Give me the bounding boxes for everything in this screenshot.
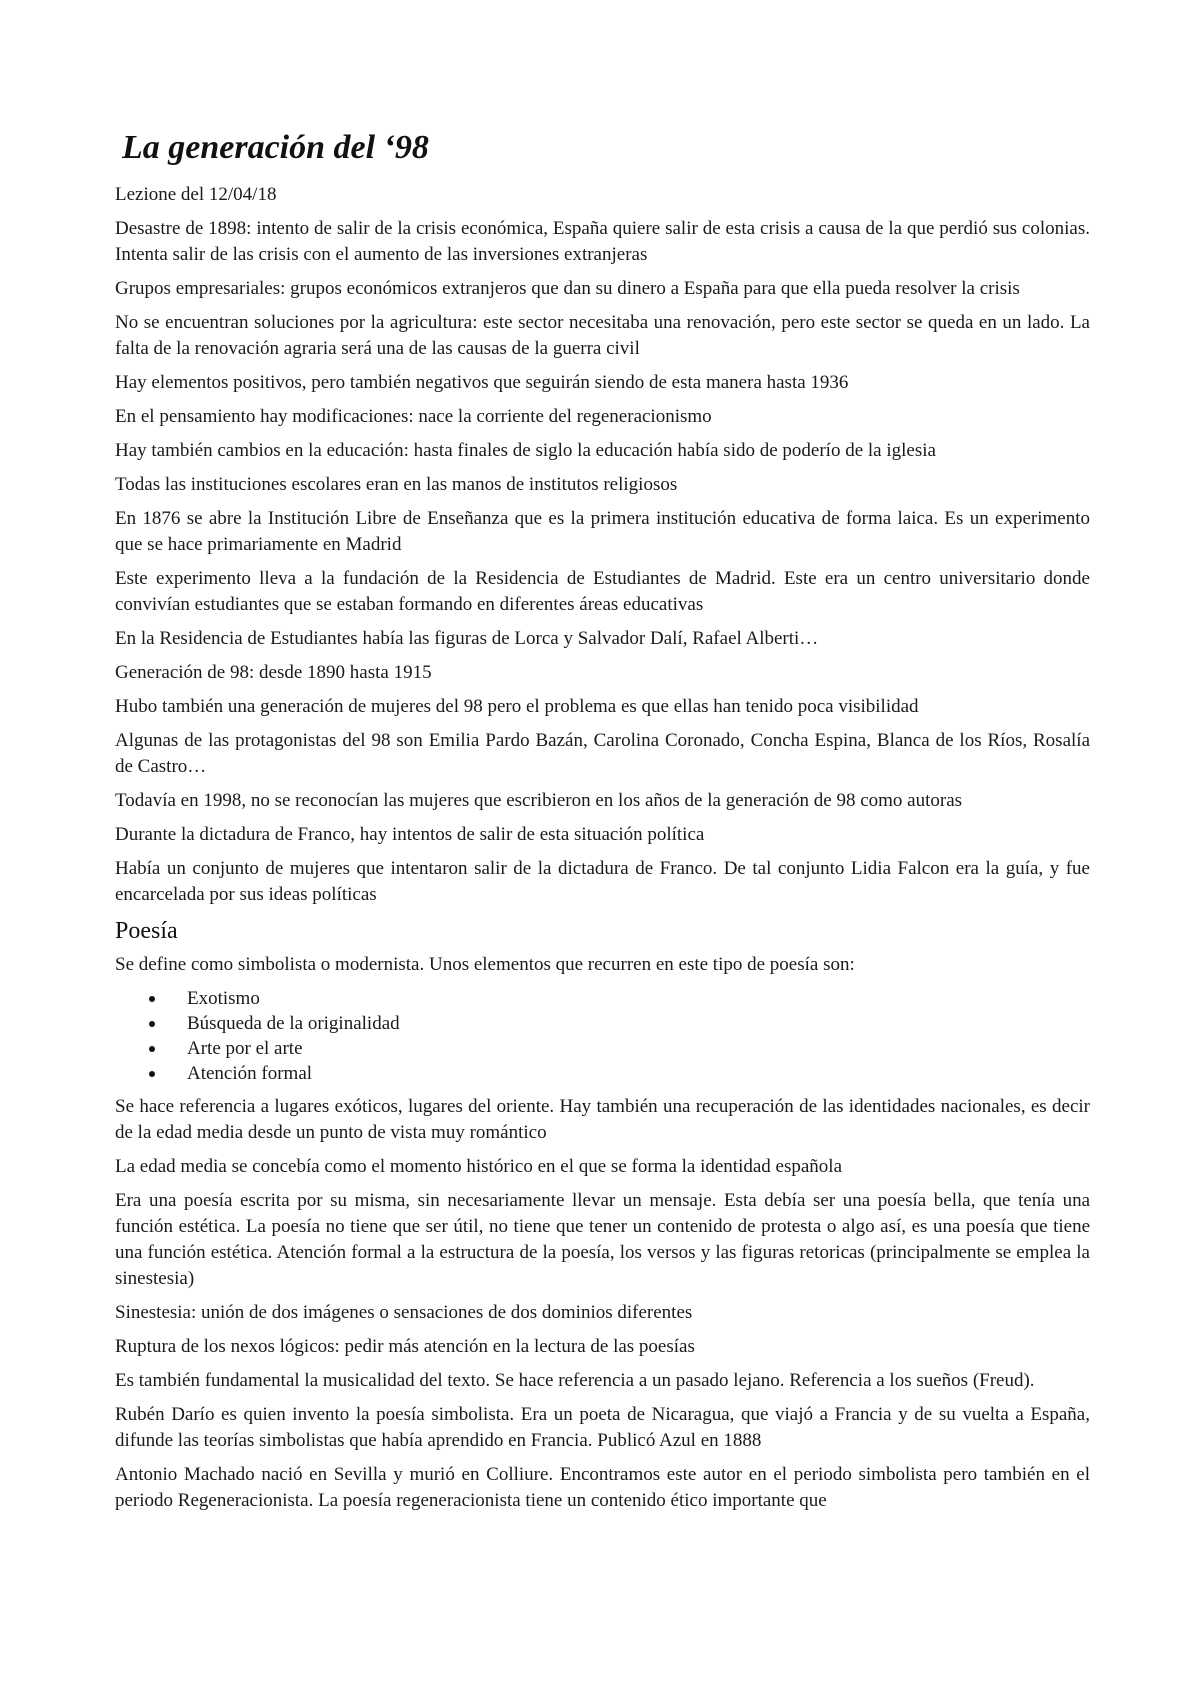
document-body: [115, 128, 1090, 1522]
paragraph: Hay también cambios en la educación: hasta finales de siglo la educación había sido de poderío de la iglesia: [115, 440, 936, 461]
paragraph: Rubén Darío es quien invento la poesía simbolista. Era un poeta de Nicaragua, que viajó a Francia y de su vuelta a España, difunde las teorías simbolistas que había aprendido en Francia. Publicó Azul en 1888: [115, 1404, 1090, 1451]
date-line: Lezione del 12/04/18: [115, 184, 277, 205]
paragraph: Ruptura de los nexos lógicos: pedir más atención en la lectura de las poesías: [115, 1336, 695, 1357]
paragraph: Es también fundamental la musicalidad del texto. Se hace referencia a un pasado lejano. Referencia a los sueños (Freud).: [115, 1370, 1035, 1391]
paragraph: Grupos empresariales: grupos económicos extranjeros que dan su dinero a España para que ella pueda resolver la crisis: [115, 278, 1020, 299]
bullet-item: Atención formal: [115, 1061, 1090, 1086]
paragraph: Desastre de 1898: intento de salir de la crisis económica, España quiere salir de esta crisis a causa de la que perdió sus colonias. Intenta salir de las crisis con el aumento de las inversiones extranjeras: [115, 218, 1090, 265]
bullet-item: Búsqueda de la originalidad: [115, 1011, 1090, 1036]
paragraph: Hubo también una generación de mujeres del 98 pero el problema es que ellas han tenido poca visibilidad: [115, 696, 919, 717]
paragraph: La edad media se concebía como el momento histórico en el que se forma la identidad española: [115, 1156, 843, 1177]
paragraph: Este experimento lleva a la fundación de la Residencia de Estudiantes de Madrid. Este era un centro universitario donde convivían estudiantes que se estaban formando en diferentes áreas educativas: [115, 568, 1090, 615]
paragraph: En la Residencia de Estudiantes había las figuras de Lorca y Salvador Dalí, Rafael Alberti…: [115, 628, 819, 649]
paragraph: Durante la dictadura de Franco, hay intentos de salir de esta situación política: [115, 824, 705, 845]
bullet-list: [115, 986, 1090, 1086]
paragraph: Algunas de las protagonistas del 98 son Emilia Pardo Bazán, Carolina Coronado, Concha Espina, Blanca de los Ríos, Rosalía de Castro…: [115, 730, 1090, 777]
paragraph: Sinestesia: unión de dos imágenes o sensaciones de dos dominios diferentes: [115, 1302, 693, 1323]
page-title: La generación del ‘98: [122, 129, 429, 166]
bullet-item: Arte por el arte: [115, 1036, 1090, 1061]
paragraph: Todavía en 1998, no se reconocían las mujeres que escribieron en los años de la generación de 98 como autoras: [115, 790, 963, 811]
paragraph: En el pensamiento hay modificaciones: nace la corriente del regeneracionismo: [115, 406, 712, 427]
paragraph: Hay elementos positivos, pero también negativos que seguirán siendo de esta manera hasta 1936: [115, 372, 849, 393]
paragraph: Había un conjunto de mujeres que intentaron salir de la dictadura de Franco. De tal conjunto Lidia Falcon era la guía, y fue encarcelada por sus ideas políticas: [115, 858, 1090, 905]
paragraph: Era una poesía escrita por su misma, sin necesariamente llevar un mensaje. Esta debía ser una poesía bella, que tenía una función estética. La poesía no tiene que ser útil, no tiene que tener un contenido de protesta o algo así, es una poesía que tiene una función estética. Atención formal a la estructura de la poesía, los versos y las figuras retoricas (principalmente se emplea la sinestesia): [115, 1190, 1090, 1289]
paragraph: Generación de 98: desde 1890 hasta 1915: [115, 662, 432, 683]
section-heading-poesia: Poesía: [115, 918, 178, 944]
poesia-intro: Se define como simbolista o modernista. Unos elementos que recurren en este tipo de poesía son:: [115, 954, 855, 975]
paragraph: En 1876 se abre la Institución Libre de Enseñanza que es la primera institución educativa de forma laica. Es un experimento que se hace primariamente en Madrid: [115, 508, 1090, 555]
paragraph: No se encuentran soluciones por la agricultura: este sector necesitaba una renovación, pero este sector se queda en un lado. La falta de la renovación agraria será una de las causas de la guerra civil: [115, 312, 1090, 359]
bullet-item: Exotismo: [115, 986, 1090, 1011]
paragraph: Todas las instituciones escolares eran en las manos de institutos religiosos: [115, 474, 678, 495]
paragraph: Antonio Machado nació en Sevilla y murió en Colliure. Encontramos este autor en el periodo simbolista pero también en el periodo Regeneracionista. La poesía regeneracionista tiene un contenido ético importante que: [115, 1464, 1090, 1511]
paragraph: Se hace referencia a lugares exóticos, lugares del oriente. Hay también una recuperación de las identidades nacionales, es decir de la edad media desde un punto de vista muy romántico: [115, 1096, 1090, 1143]
